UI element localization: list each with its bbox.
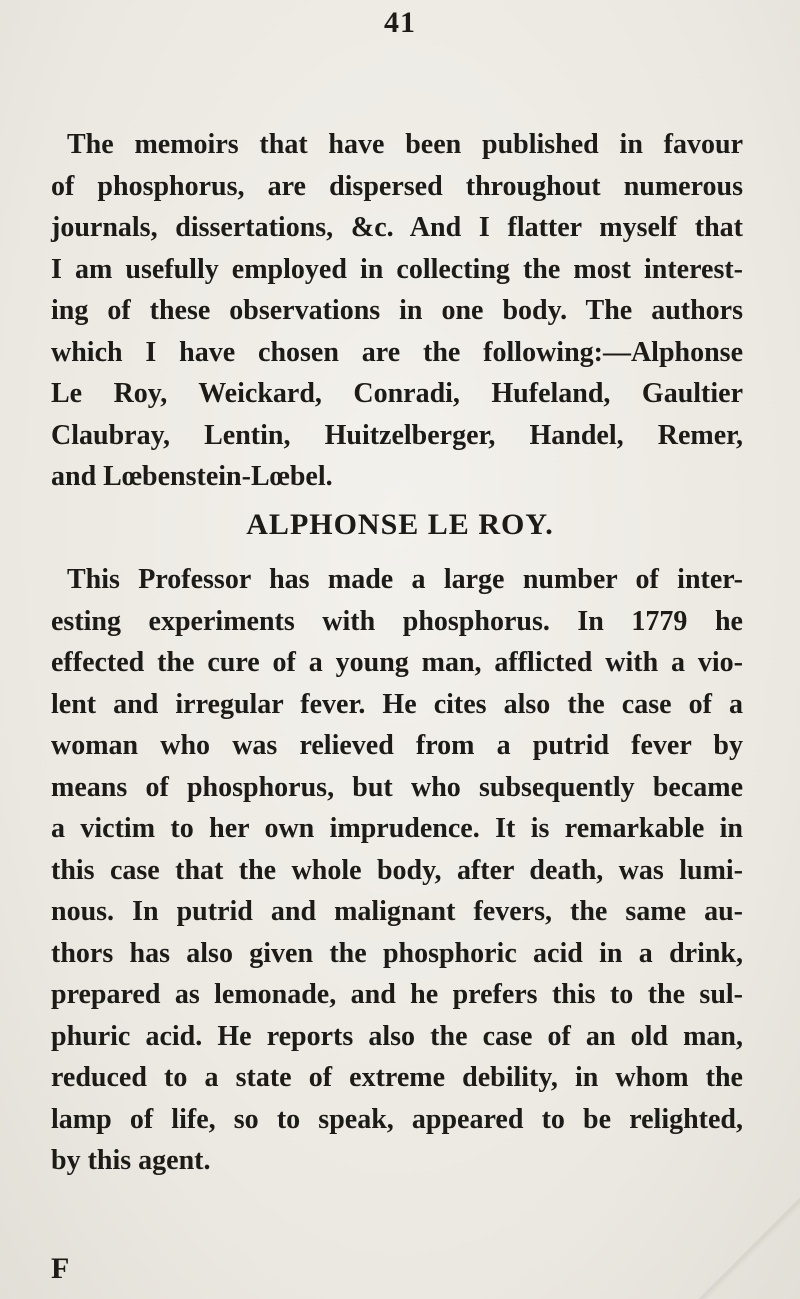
text-line: journals, dissertations, &c. And I flatter myself that <box>51 212 743 243</box>
text-line: woman who was relieved from a putrid fever by <box>51 730 743 761</box>
text-line: thors has also given the phosphoric acid in a drink, <box>51 937 743 969</box>
text-line: which I have chosen are the following:—Alphonse <box>51 336 743 368</box>
text-line: esting experiments with phosphorus. In 1779 he <box>51 605 743 637</box>
text-line: I am usefully employed in collecting the most interest- <box>51 253 743 285</box>
text-line: ing of these observations in one body. The authors <box>51 295 743 326</box>
text-line: this case that the whole body, after death, was lumi- <box>51 854 743 886</box>
text-line: Claubray, Lentin, Huitzelberger, Handel, Remer, <box>51 419 743 451</box>
text-line: Le Roy, Weickard, Conradi, Hufeland, Gaultier <box>51 378 743 409</box>
text-line: The memoirs that have been published in favour <box>67 129 743 160</box>
text-line: of phosphorus, are dispersed throughout numerous <box>51 170 743 202</box>
text-line: reduced to a state of extreme debility, in whom the <box>51 1062 743 1093</box>
intro-paragraph <box>51 124 743 498</box>
section-heading: ALPHONSE LE ROY. <box>246 508 554 541</box>
text-line: prepared as lemonade, and he prefers this to the sul- <box>51 979 743 1010</box>
text-line: lent and irregular fever. He cites also the case of a <box>51 688 743 720</box>
text-line: nous. In putrid and malignant fevers, the same au- <box>51 896 743 927</box>
text-line: This Professor has made a large number of inter- <box>67 564 743 595</box>
text-line: by this agent. <box>51 1145 211 1176</box>
page-number: 41 <box>384 6 416 39</box>
text-line: and Lœbenstein-Lœbel. <box>51 461 333 492</box>
le-roy-paragraph <box>51 559 743 1182</box>
text-line: effected the cure of a young man, afflicted with a vio- <box>51 647 743 678</box>
text-line: a victim to her own imprudence. It is remarkable in <box>51 813 743 844</box>
page-fold-shadow <box>680 1149 800 1299</box>
text-line: phuric acid. He reports also the case of an old man, <box>51 1020 743 1052</box>
text-line: means of phosphorus, but who subsequently became <box>51 771 743 803</box>
signature-mark: F <box>51 1252 70 1285</box>
text-line: lamp of life, so to speak, appeared to be relighted, <box>51 1103 743 1135</box>
